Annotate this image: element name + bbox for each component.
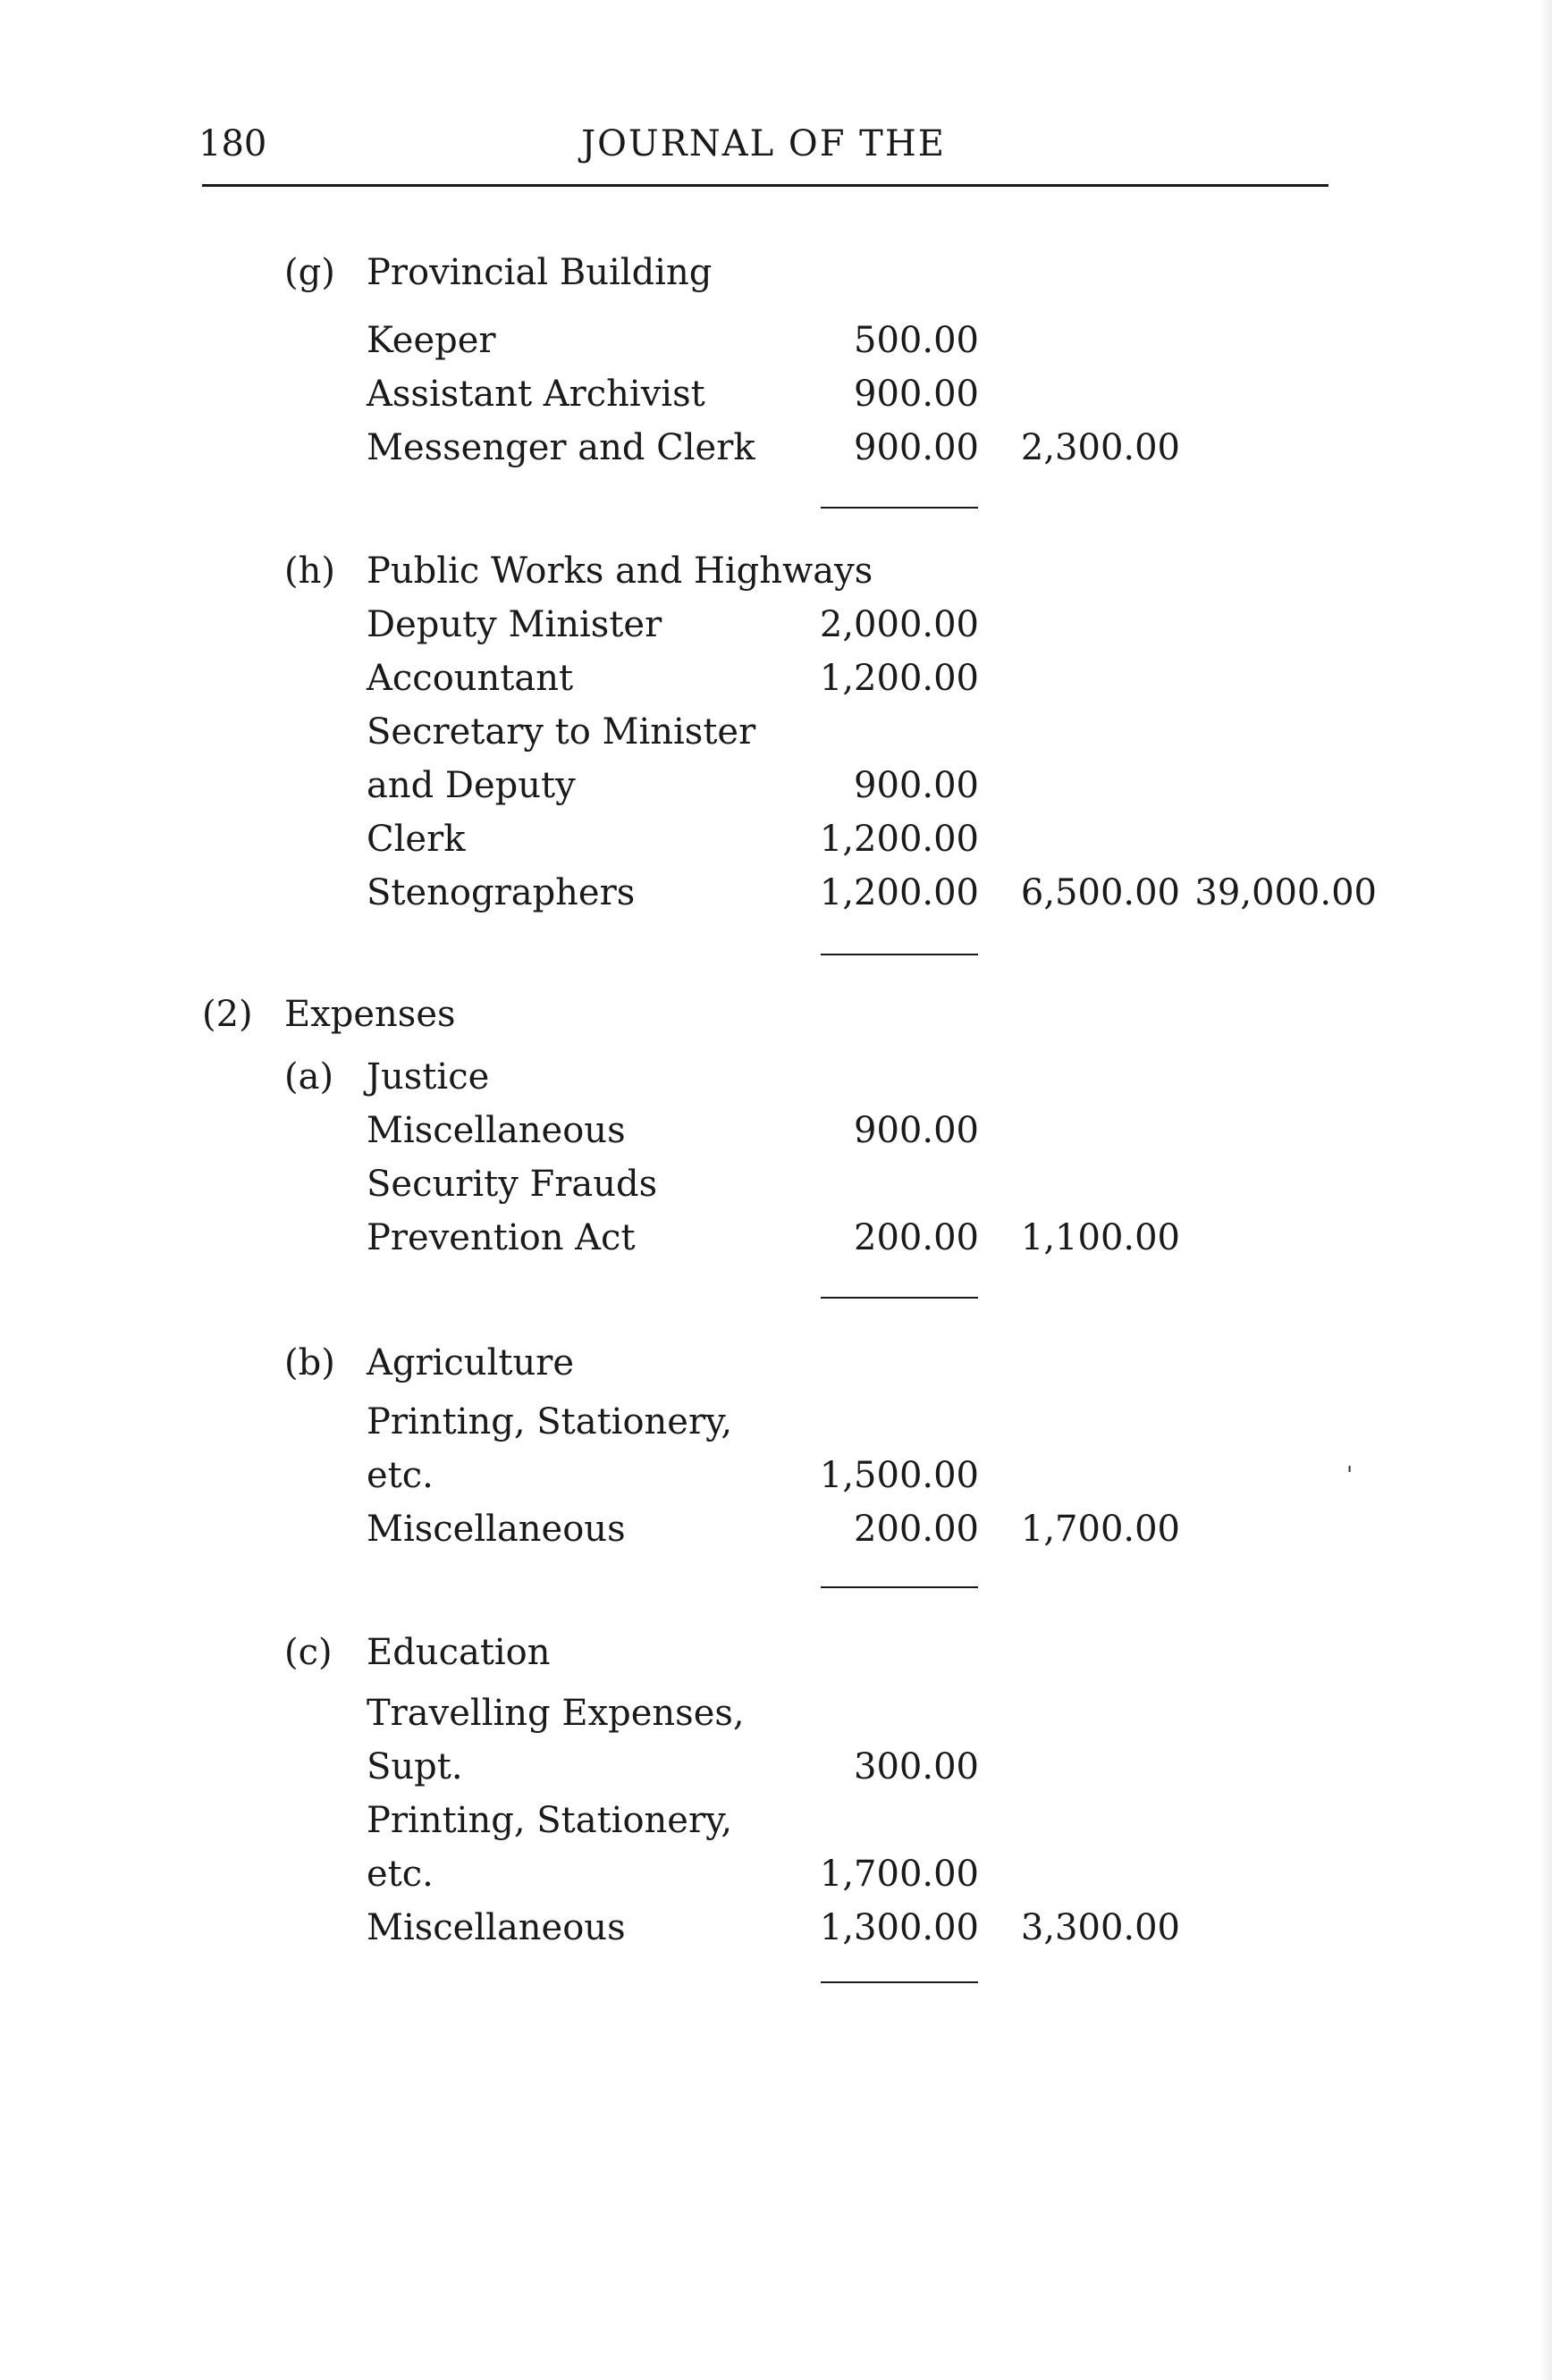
line-item-amount: 1,700.00 [819,1854,979,1895]
line-item-name: Stenographers [367,872,636,913]
subtotal-rule [821,1981,978,1983]
line-item-name: Printing, Stationery, [367,1800,733,1841]
section-title: Expenses [284,994,456,1035]
subtotal-amount: 1,700.00 [1020,1509,1180,1550]
line-item-name: Security Frauds [367,1164,658,1205]
line-item-amount: 1,200.00 [819,872,979,913]
subtotal-rule [821,1586,978,1588]
subsection-label: (a) [284,1056,334,1097]
grand-total-amount: 39,000.00 [1194,872,1377,913]
line-item-amount: 2,000.00 [819,604,979,645]
line-item-name-continued: Prevention Act [367,1217,636,1258]
running-head: JOURNAL OF THE [581,123,946,164]
line-item-name: Messenger and Clerk [367,427,755,468]
line-item-name-continued: etc. [367,1854,434,1895]
line-item-amount: 900.00 [854,427,979,468]
subsection-title: Justice [367,1056,490,1097]
subtotal-amount: 1,100.00 [1020,1217,1180,1258]
subsection-title: Education [367,1632,551,1673]
page-number: 180 [198,123,267,164]
line-item-name: Miscellaneous [367,1509,626,1550]
subtotal-amount: 6,500.00 [1020,872,1180,913]
page-edge-shadow [1539,0,1552,2380]
subtotal-rule [821,1297,978,1299]
line-item-amount: 200.00 [854,1509,979,1550]
line-item-name: Secretary to Minister [367,711,756,753]
line-item-name: Clerk [367,819,466,860]
section-title: Public Works and Highways [367,551,873,592]
section-label: (h) [284,551,335,592]
subsection-label: (c) [284,1632,333,1673]
line-item-name: Deputy Minister [367,604,662,645]
line-item-name-continued: etc. [367,1455,434,1496]
subtotal-rule [821,507,978,509]
line-item-name-continued: and Deputy [367,765,576,806]
line-item-amount: 1,500.00 [819,1455,979,1496]
line-item-amount: 900.00 [854,1110,979,1151]
subtotal-amount: 3,300.00 [1020,1907,1180,1948]
line-item-amount: 1,300.00 [819,1907,979,1948]
stray-mark: ' [1346,1462,1354,1489]
line-item-name: Printing, Stationery, [367,1401,733,1442]
subtotal-rule [821,954,978,955]
line-item-name-continued: Supt. [367,1746,463,1787]
line-item-amount: 1,200.00 [819,658,979,699]
line-item-name: Miscellaneous [367,1110,626,1151]
line-item-amount: 1,200.00 [819,819,979,860]
page-header [198,123,1328,177]
line-item-amount: 500.00 [854,320,979,361]
subtotal-amount: 2,300.00 [1020,427,1180,468]
line-item-amount: 200.00 [854,1217,979,1258]
line-item-name: Miscellaneous [367,1907,626,1948]
line-item-name: Assistant Archivist [367,374,705,415]
line-item-amount: 900.00 [854,765,979,806]
line-item-name: Accountant [367,658,574,699]
section-label: (g) [284,252,335,293]
subsection-label: (b) [284,1342,335,1383]
section-label: (2) [202,994,253,1035]
section-title: Provincial Building [367,252,713,293]
subsection-title: Agriculture [367,1342,574,1383]
line-item-amount: 300.00 [854,1746,979,1787]
line-item-amount: 900.00 [854,374,979,415]
line-item-name: Travelling Expenses, [367,1693,745,1734]
line-item-name: Keeper [367,320,496,361]
header-rule [202,184,1328,187]
